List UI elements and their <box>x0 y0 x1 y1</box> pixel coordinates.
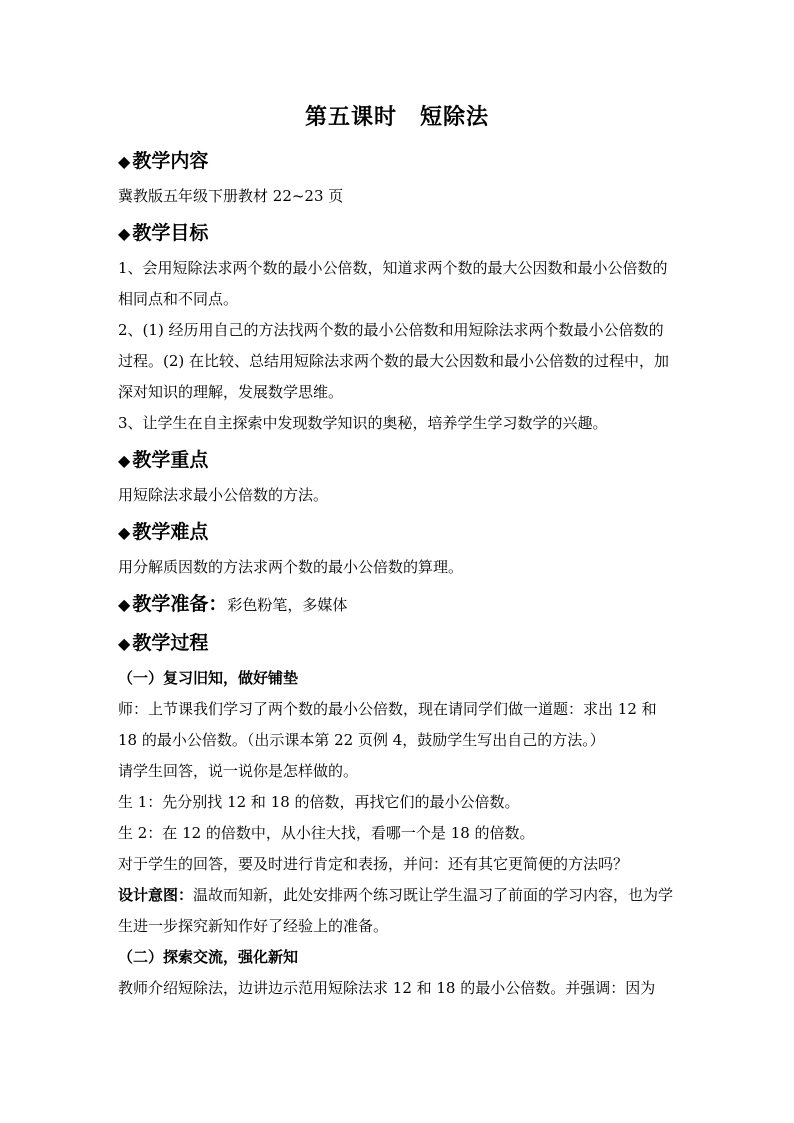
goal-item: 2、(1) 经历用自己的方法找两个数的最小公倍数和用短除法求两个数最小公倍数的过程。(2) 在比较、总结用短除法求两个数的最大公因数和最小公倍数的过程中，加深对知识的理解，发展数学思维。 <box>118 321 670 401</box>
heading-text: 教学重点 <box>132 449 209 471</box>
document-body <box>118 140 678 1004</box>
goal-item: 3、让学生在自主探索中发现数学知识的奥秘，培养学生学习数学的兴趣。 <box>118 414 608 432</box>
content-text: 冀教版五年级下册教材 22~23 页 <box>118 187 344 205</box>
heading-text: 教学过程 <box>132 632 209 654</box>
diamond-bullet-icon: ◆ <box>118 634 131 653</box>
goal-item: 1、会用短除法求两个数的最小公倍数，知道求两个数的最大公因数和最小公倍数的相同点和不同点。 <box>118 259 668 308</box>
section-heading-key <box>118 443 678 478</box>
section-heading-content <box>118 144 678 179</box>
section-heading-difficulty <box>118 515 678 550</box>
section-heading-prep <box>118 587 678 622</box>
key-text: 用短除法求最小公倍数的方法。 <box>118 486 329 504</box>
process-line: 师：上节课我们学习了两个数的最小公倍数，现在请同学们做一道题：求出 12 和 18 的最小公倍数。（出示课本第 22 页例 4，鼓励学生写出自己的方法。） <box>118 700 657 749</box>
heading-text: 教学难点 <box>132 521 209 543</box>
process-line: 生 2：在 12 的倍数中，从小往大找，看哪一个是 18 的倍数。 <box>118 824 535 842</box>
process-part1-title: （一）复习旧知，做好铺垫 <box>118 669 299 687</box>
prep-text: 彩色粉笔，多媒体 <box>227 596 348 614</box>
diamond-bullet-icon: ◆ <box>118 224 131 243</box>
process-line: 生 1：先分别找 12 和 18 的倍数，再找它们的最小公倍数。 <box>118 793 520 811</box>
design-intent-label: 设计意图： <box>118 886 194 904</box>
section-heading-process <box>118 626 678 661</box>
diamond-bullet-icon: ◆ <box>118 595 131 614</box>
process-line: 请学生回答，说一说你是怎样做的。 <box>118 762 359 780</box>
process-line: 对于学生的回答，要及时进行肯定和表扬，并问：还有其它更简便的方法吗？ <box>118 855 629 873</box>
heading-text: 教学内容 <box>132 150 209 172</box>
design-intent-text: 温故而知新，此处安排两个练习既让学生温习了前面的学习内容，也为学生进一步探究新知作好了经验上的准备。 <box>118 886 674 935</box>
heading-text: 教学目标 <box>132 222 209 244</box>
section-heading-goals <box>118 216 678 251</box>
page-title: 第五课时 短除法 <box>304 104 489 130</box>
diamond-bullet-icon: ◆ <box>118 451 131 470</box>
process-line: 教师介绍短除法，边讲边示范用短除法求 12 和 18 的最小公倍数。并强调：因为 <box>118 979 656 997</box>
diamond-bullet-icon: ◆ <box>118 523 131 542</box>
difficulty-text: 用分解质因数的方法求两个数的最小公倍数的算理。 <box>118 558 464 576</box>
diamond-bullet-icon: ◆ <box>118 152 131 171</box>
heading-text: 教学准备： <box>132 593 228 615</box>
process-part2-title: （二）探索交流，强化新知 <box>118 948 299 966</box>
design-intent <box>118 880 678 942</box>
